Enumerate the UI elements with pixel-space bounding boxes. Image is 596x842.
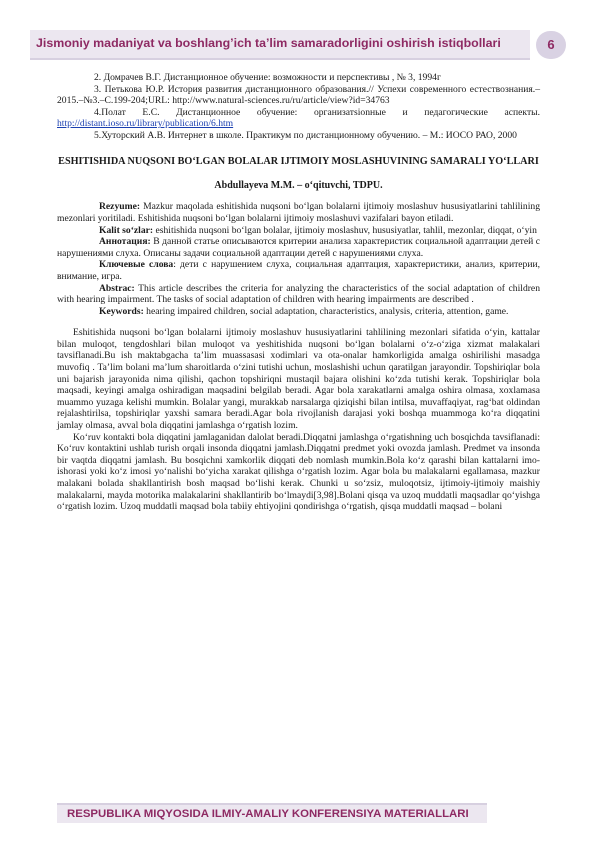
reference-4 <box>57 107 540 130</box>
abstract-en <box>57 283 540 306</box>
header-bar <box>30 30 530 60</box>
page-number-badge: 6 <box>536 31 566 59</box>
reference-4-link[interactable]: http://distant.ioso.ru/library/publication/6.htm <box>57 118 234 130</box>
reference-4-text: 4.Полат Е.С. Дистанционное обучение: организатsionные и педагогические аспекты. <box>94 106 540 118</box>
page-footer <box>57 803 487 823</box>
abstract-ru-text: В данной статье описываются критерии анализа характеристик социальной адаптации детей с нарушениями слуха. Описаны задачи социальной адаптации детей с нарушениями слуха. <box>57 236 540 259</box>
page-header <box>30 30 570 60</box>
abstract-en-label: Abstrac: <box>99 282 135 294</box>
body-paragraph-1: Eshitishida nuqsoni bo‘lgan bolalarni ijtimoiy moslashuv hususiyatlarini tahlilining mezonlari sifatida o‘yin, kattalar bilan muloqot, tengdoshlari bilan muloqot va yeshitishida nuqsoni bo‘lgan bolalarni o‘z-o‘ziga xizmat malakalari tavsiflanadi.Bu ish maktabgacha ta’lim muassasasi xodimlari va ota-onalar hamkorligida amalga oshirilishi masadga muvofiq . Ta’lim bolani ma’lum sharoitlarda o‘zini tutishi uchun, moslashishi uchun qaratilgan jarayondir. Topshiriqlar bola uni bajarish jarayonida nima qilishi, qachon topshiriqni mustaqil bajara olishini ko‘zda tutishi kerak. Topshiriqlar bola maqsadi, keyingi amalga oshiradigan maqsadini belgilab beradi. Agar bola xarakatlarni amalga oshira olmasa, xoxlamasa muammo yuzaga kelishi mumkin. Bolalar yangi, murakkab narsalarga qiziqishi bilan intilsa, muvaffaqiyat, rag‘bat oldindan rejalashtirilsa, topshiriqlar yaxshi samara beradi.Agar bola rivojlanish darajasi yoki boshqa muammoga ko‘ra diqqatini jamlay olmasa, avval bola diqqatini jamlashga o‘rgatish lozim. <box>57 327 540 432</box>
reference-3: 3. Петькова Ю.Р. История развития дистанционного образования.// Успехи современного естествознания.–2015.–№3.–С.199-204;URL: http://www.natural-sciences.ru/ru/article/view?id=34763 <box>57 83 540 107</box>
body-paragraph-2: Ko‘ruv kontakti bola diqqatini jamlaganidan dalolat beradi.Diqqatni jamlashga o‘rgatishning uch bosqichda tavsiflanadi: Ko‘ruv kontaktini ushlab turish orqali insonda diqqatni jamlash.Diqqatni predmet yoki ovozda jamlash. Predmet va insonda bir vaqtda diqqatni jamlash. Bu bosqichni xamkorlik diqqati deb nomlash mumkin.Bola ko‘z qarashi bilan kattalarni imo-ishorasi yoki ko‘z imosi yo‘nalishi bo‘yicha xarakat qilishga o‘rgatish lozim. Agar bola bu malakalarni egallamasa, mazkur malakani bolada shakllantirish bosh maqsad bo‘lishi kerak. Chunki u so‘zsiz, muloqotsiz, ijtimoiy-ijtimoiy maishiy malakalarni, mayda motorika malakalarini shakllantirib bo‘lmaydi[3,98].Bolani qisqa va uzoq muddatli maqsadlar qo‘yishga o‘rgatish lozim. Uzoq muddatli maqsad bola tabiiy ehtiyojini qondirishga o‘rgatish, qisqa muddatli maqsad – bolani <box>57 431 540 513</box>
article-title: ESHITISHIDA NUQSONI BO‘LGAN BOLALAR IJTIMOIY MOSLASHUVINING SAMARALI YO‘LLARI <box>58 155 539 167</box>
reference-2: 2. Домрачев В.Г. Дистанционное обучение: возможности и перспективы , № 3, 1994г <box>94 72 441 83</box>
abstract-ru <box>57 236 540 259</box>
abstract-en-text: This article describes the criteria for analyzing the characteristics of the social adaptation of children with hearing impairment. The tasks of social adaptation of children with hearing impairments are described . <box>57 282 540 306</box>
article-author: Abdullayeva M.M. – o‘qituvchi, TDPU. <box>214 179 383 191</box>
abstract-uz-label: Rezyume: <box>99 201 141 213</box>
reference-5: 5.Хуторский А.В. Интернет в школе. Практикум по дистанционному обучению. – М.: ИОСО РАО, 2000 <box>94 129 517 141</box>
abstract-uz <box>57 201 540 224</box>
keywords-uz-text: eshitishida nuqsoni bo‘lgan bolalar, ijtimoiy moslashuv, hususiyatlar, tahlil, mezonlar, diqqat, o‘yin <box>153 224 537 236</box>
footer-text: RESPUBLIKA MIQYOSIDA ILMIY-AMALIY KONFERENSIYA MATERIALLARI <box>67 808 469 820</box>
page-content <box>57 72 540 513</box>
keywords-ru-text: : дети с нарушением слуха, социальная адаптация, характеристики, анализ, критерии, внимание, игра. <box>57 259 540 282</box>
keywords-ru-label: Ключевые слова <box>99 259 174 271</box>
keywords-ru <box>57 259 540 282</box>
abstract-ru-label: Аннотация: <box>99 236 151 248</box>
abstract-uz-text: Mazkur maqolada eshitishida nuqsoni bo‘lgan bolalarni ijtimoiy moslashuv hususiyatlarini tahlilining mezonlari yoritiladi. Eshitishida nuqsoni bo‘lgan bolalarni ijtimoiy moslashuvi vazifalari bayon etiladi. <box>57 201 540 224</box>
keywords-en <box>57 306 540 318</box>
keywords-uz-label: Kalit so‘zlar: <box>99 224 154 236</box>
keywords-en-label: Keywords: <box>99 305 144 317</box>
keywords-uz <box>57 225 540 237</box>
header-title: Jismoniy madaniyat va boshlang’ich ta’lim samaradorligini oshirish istiqbollari <box>36 36 501 50</box>
section-gap <box>57 317 540 327</box>
keywords-en-text: hearing impaired children, social adaptation, characteristics, analysis, criteria, attention, game. <box>143 305 509 317</box>
